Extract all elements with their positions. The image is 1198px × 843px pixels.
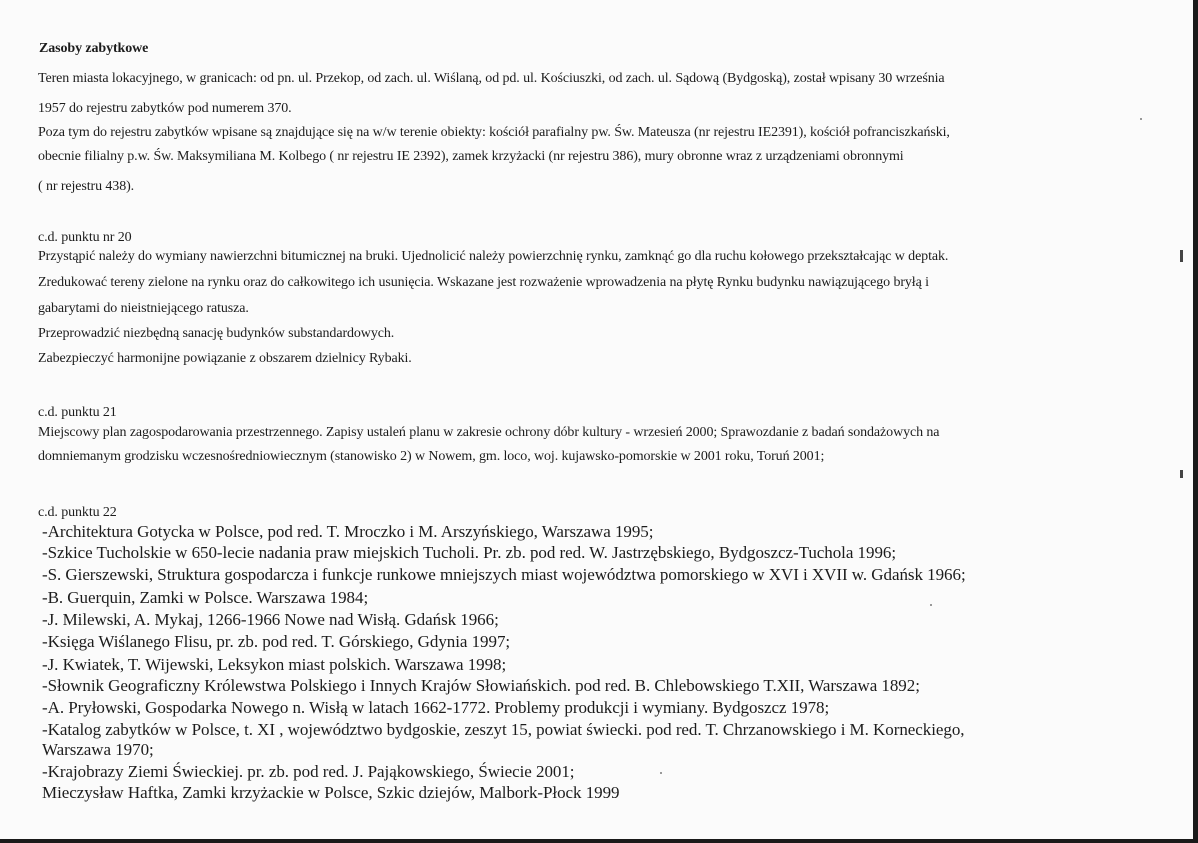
scan-edge-mark [1180,470,1183,478]
section1-line: Poza tym do rejestru zabytków wpisane są znajdujące się na w/w terenie obiekty: kościół parafialny pw. Św. Mateusza (nr rejestru IE2391), kościół pofranciszkański, [38,125,950,140]
bibliography-item: -S. Gierszewski, Struktura gospodarcza i funkcje runkowe mniejszych miast województwa pomorskiego w XVI i XVII w. Gdańsk 1966; [42,565,966,584]
section4-title: c.d. punktu 22 [38,505,117,520]
section2-line: Zredukować tereny zielone na rynku oraz do całkowitego ich usunięcia. Wskazane jest rozważenie wprowadzenia na płytę Rynku budynku nawiązującego bryłą i [38,275,929,290]
scan-speck [1140,118,1142,120]
bibliography-item: -J. Milewski, A. Mykaj, 1266-1966 Nowe nad Wisłą. Gdańsk 1966; [42,610,499,629]
scan-speck [930,604,932,606]
document-heading: Zasoby zabytkowe [39,41,149,56]
section1-line: ( nr rejestru 438). [38,179,135,194]
bibliography-item: -Księga Wiślanego Flisu, pr. zb. pod red. T. Górskiego, Gdynia 1997; [42,632,511,651]
section3-title: c.d. punktu 21 [38,405,117,420]
bibliography-item: -Katalog zabytków w Polsce, t. XI , województwo bydgoskie, zeszyt 15, powiat świecki. pod red. T. Chrzanowskiego i M. Korneckiego, [42,720,965,739]
section1-line: Teren miasta lokacyjnego, w granicach: od pn. ul. Przekop, od zach. ul. Wiślaną, od pd. ul. Kościuszki, od zach. ul. Sądową (Bydgoską), został wpisany 30 września [38,71,945,86]
section3-line: domniemanym grodzisku wczesnośredniowiecznym (stanowisko 2) w Nowem, gm. loco, woj. kujawsko-pomorskie w 2001 roku, Toruń 2001; [38,449,825,464]
scan-edge-mark [1180,250,1183,262]
scan-speck [660,772,662,774]
bibliography-item: -Słownik Geograficzny Królewstwa Polskiego i Innych Krajów Słowiańskich. pod red. B. Chlebowskiego T.XII, Warszawa 1892; [42,676,920,695]
section2-line: Przeprowadzić niezbędną sanację budynków substandardowych. [38,326,395,341]
section2-line: Przystąpić należy do wymiany nawierzchni bitumicznej na bruki. Ujednolicić należy powierzchnię rynku, zamknąć go dla ruchu kołowego przekształcając w deptak. [38,249,949,264]
bibliography-item: -Architektura Gotycka w Polsce, pod red. T. Mroczko i M. Arszyńskiego, Warszawa 1995; [42,522,654,541]
bibliography-item: -Krajobrazy Ziemi Świeckiej. pr. zb. pod red. J. Pająkowskiego, Świecie 2001; [42,762,575,781]
section2-line: gabarytami do nieistniejącego ratusza. [38,301,249,316]
bibliography-item: Mieczysław Haftka, Zamki krzyżackie w Polsce, Szkic dziejów, Malbork-Płock 1999 [42,783,620,802]
bibliography-item: -Szkice Tucholskie w 650-lecie nadania praw miejskich Tucholi. Pr. zb. pod red. W. Jastrzębskiego, Bydgoszcz-Tuchola 1996; [42,543,897,562]
bibliography-item: -B. Guerquin, Zamki w Polsce. Warszawa 1984; [42,588,369,607]
bibliography-item: -A. Pryłowski, Gospodarka Nowego n. Wisłą w latach 1662-1772. Problemy produkcji i wymiany. Bydgoszcz 1978; [42,698,830,717]
section2-title: c.d. punktu nr 20 [38,230,132,245]
section2-line: Zabezpieczyć harmonijne powiązanie z obszarem dzielnicy Rybaki. [38,351,412,366]
bibliography-item: Warszawa 1970; [42,740,154,759]
bibliography-item: -J. Kwiatek, T. Wijewski, Leksykon miast polskich. Warszawa 1998; [42,655,507,674]
section1-line: obecnie filialny p.w. Św. Maksymiliana M. Kolbego ( nr rejestru IE 2392), zamek krzyżacki (nr rejestru 386), mury obronne wraz z urządzeniami obronnymi [38,149,904,164]
section3-line: Miejscowy plan zagospodarowania przestrzennego. Zapisy ustaleń planu w zakresie ochrony dóbr kultury - wrzesień 2000; Sprawozdanie z badań sondażowych na [38,425,940,440]
section1-line: 1957 do rejestru zabytków pod numerem 370. [38,101,292,116]
